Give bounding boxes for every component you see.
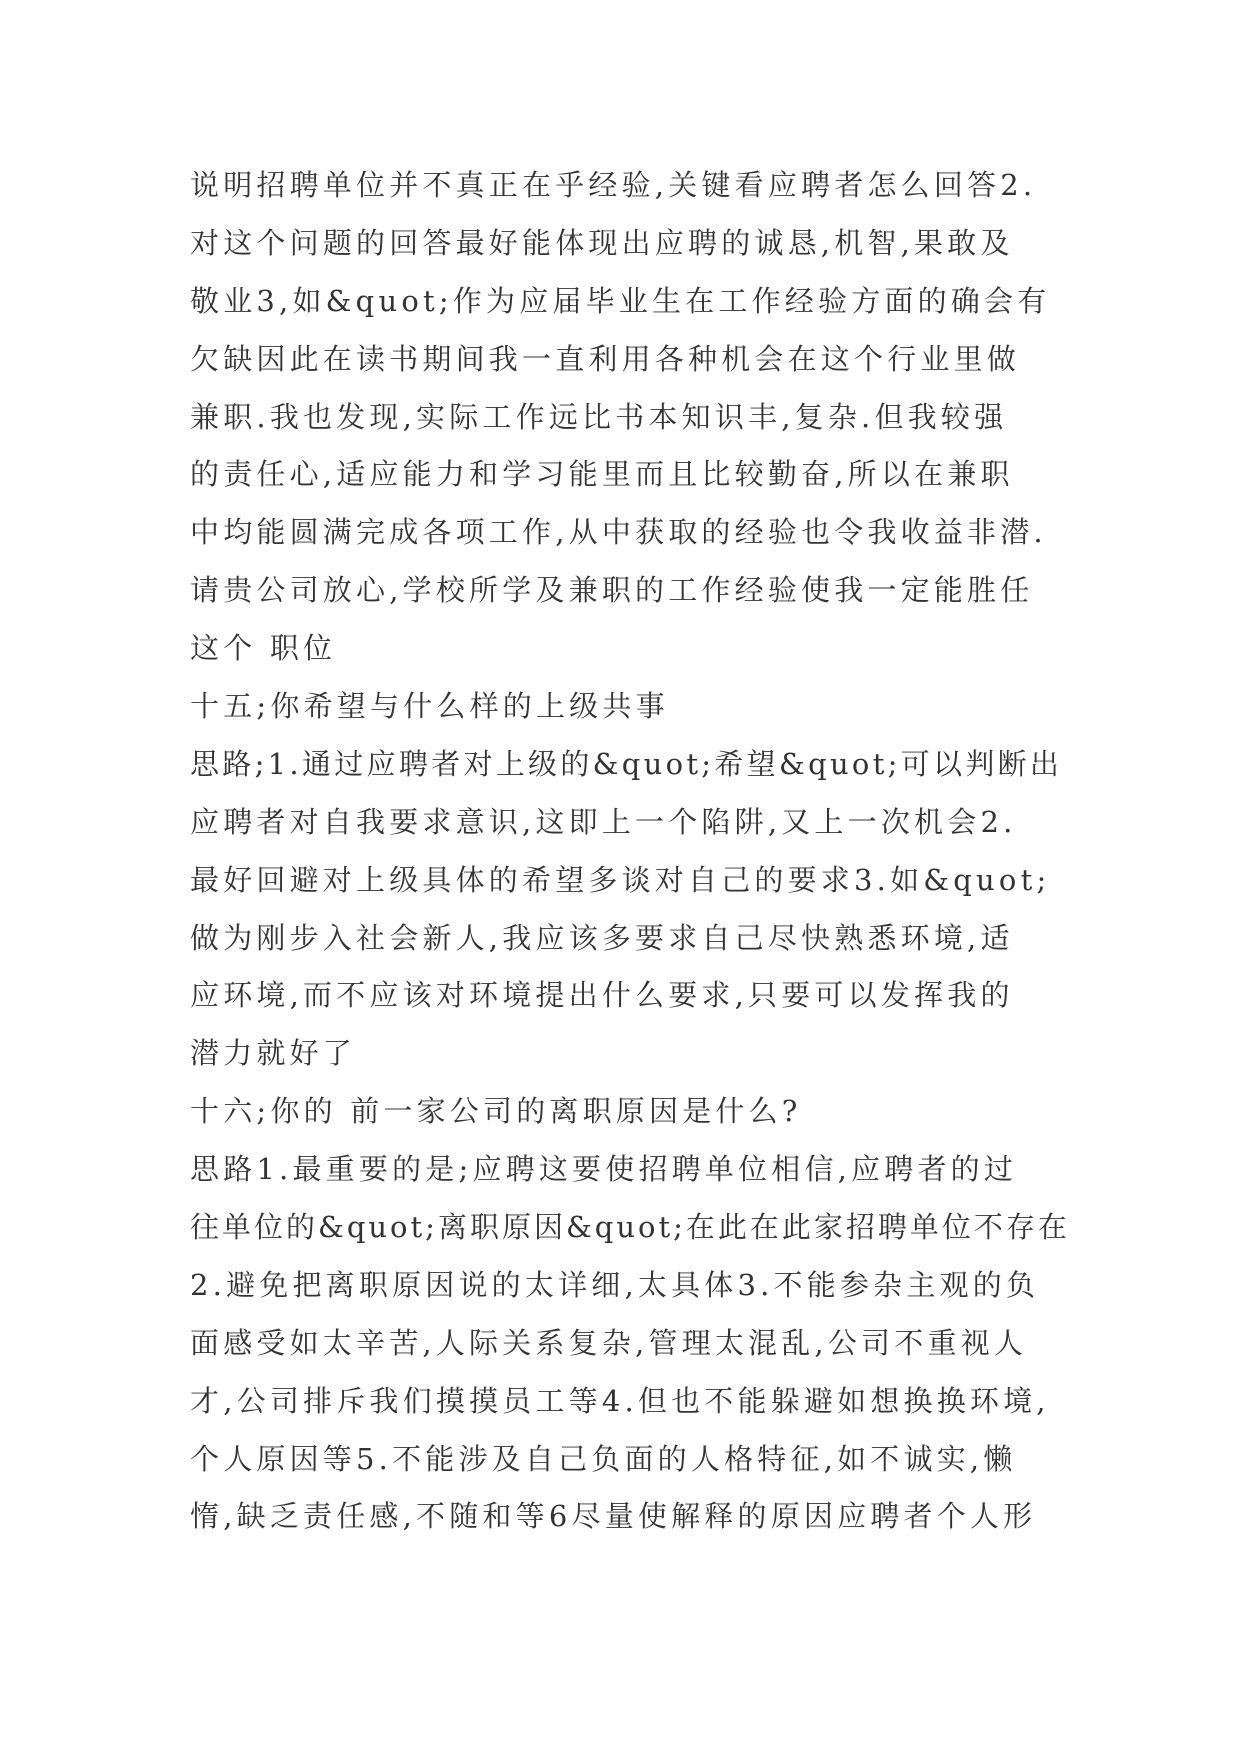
text-line: 兼职.我也发现,实际工作远比书本知识丰,复杂.但我较强 — [190, 399, 1008, 434]
text-line: 思路1.最重要的是;应聘这要使招聘单位相信,应聘者的过 — [190, 1152, 1018, 1187]
text-line: 个人原因等5.不能涉及自己负面的人格特征,如不诚实,懒 — [190, 1441, 1017, 1476]
document-body — [190, 157, 1070, 1546]
text-line: 中均能圆满完成各项工作,从中获取的经验也令我收益非潜. — [190, 515, 1047, 550]
text-line: 思路;1.通过应聘者对上级的&quot;希望&quot;可以判断出 — [190, 746, 1063, 781]
section-heading: 十五;你希望与什么样的上级共事 — [190, 689, 669, 724]
text-line: 请贵公司放心,学校所学及兼职的工作经验使我一定能胜任 — [190, 573, 1034, 608]
text-line: 面感受如太辛苦,人际关系复杂,管理太混乱,公司不重视人 — [190, 1325, 1028, 1360]
text-line: 做为刚步入社会新人,我应该多要求自己尽快熟悉环境,适 — [190, 920, 1014, 955]
text-line: 说明招聘单位并不真正在乎经验,关键看应聘者怎么回答2. — [190, 168, 1037, 202]
text-line: 最好回避对上级具体的希望多谈对自己的要求3.如&quot; — [190, 862, 1051, 897]
text-line: 惰,缺乏责任感,不随和等6尽量使解释的原因应聘者个人形 — [190, 1499, 1037, 1534]
text-line: 这个 职位 — [190, 631, 337, 666]
text-line: 敬业3,如&quot;作为应届毕业生在工作经验方面的确会有 — [190, 283, 1051, 318]
text-line: 应环境,而不应该对环境提出什么要求,只要可以发挥我的 — [190, 978, 1014, 1013]
text-line: 的责任心,适应能力和学习能里而且比较勤奋,所以在兼职 — [190, 457, 1014, 492]
text-line: 欠缺因此在读书期间我一直利用各种机会在这个行业里做 — [190, 341, 1021, 376]
section-heading: 十六;你的 前一家公司的离职原因是什么? — [190, 1094, 802, 1129]
text-line: 往单位的&quot;离职原因&quot;在此在此家招聘单位不存在 — [190, 1210, 1070, 1245]
text-line: 应聘者对自我要求意识,这即上一个陷阱,又上一次机会2. — [190, 804, 1017, 839]
text-line: 对这个问题的回答最好能体现出应聘的诚恳,机智,果敢及 — [190, 225, 1014, 260]
text-line: 2.避免把离职原因说的太详细,太具体3.不能参杂主观的负 — [190, 1267, 1040, 1302]
text-line: 才,公司排斥我们摸摸员工等4.但也不能躲避如想换换环境, — [190, 1383, 1050, 1418]
text-line: 潜力就好了 — [190, 1036, 357, 1071]
